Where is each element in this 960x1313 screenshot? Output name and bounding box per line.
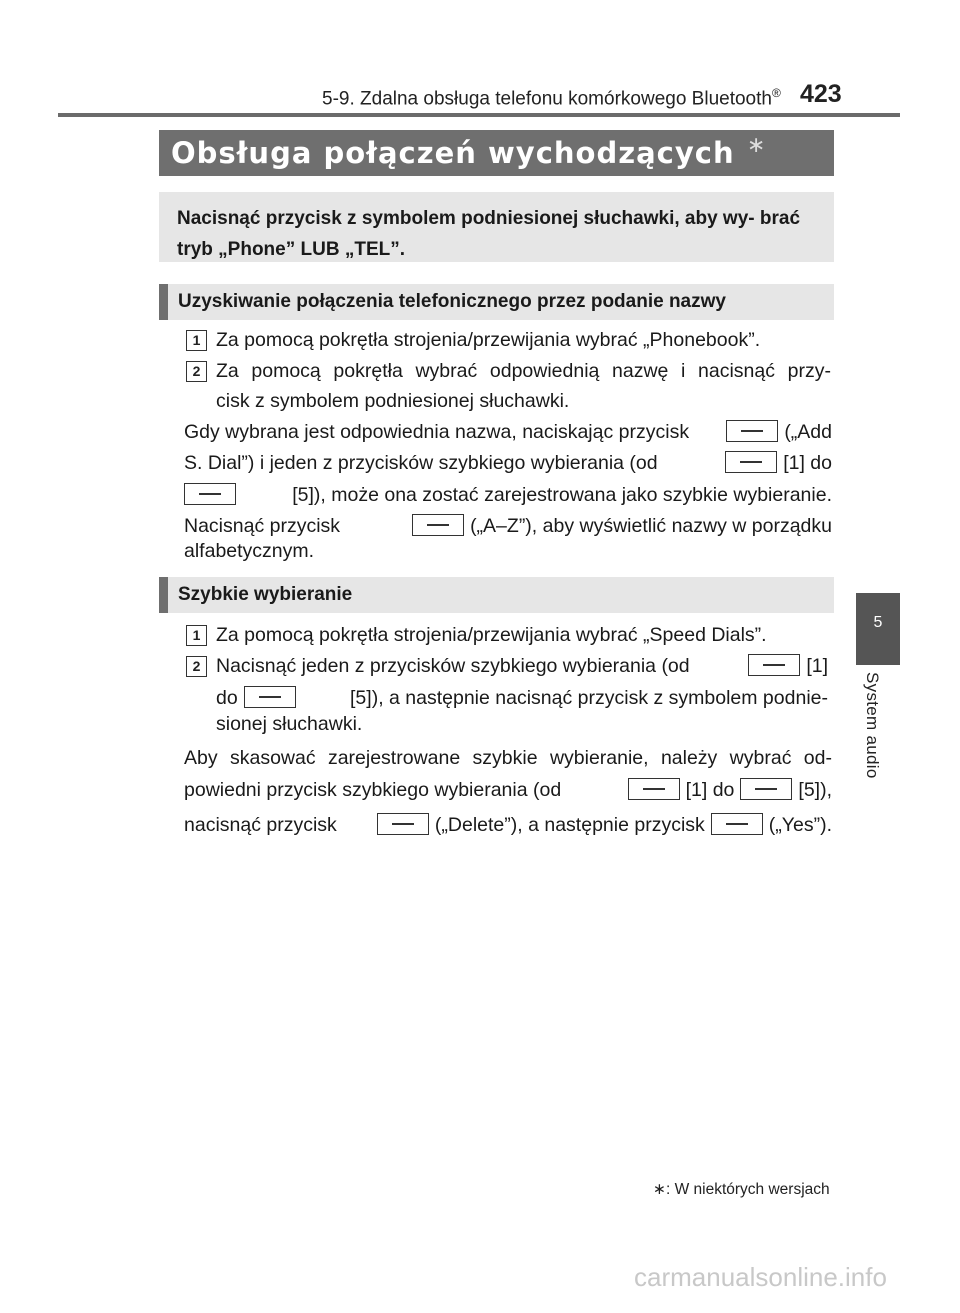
step-number-badge: 1 [186,330,207,351]
side-tab-label: System audio [863,672,882,779]
speed-dial-1-button-icon [628,778,680,800]
step-text-continued: do [5]), a następnie nacisnąć przycisk z symbolem podnie- [216,687,828,709]
watermark: carmanualsonline.info [634,1262,887,1292]
section-title-bar [159,130,834,176]
subheading-label: Uzyskiwanie połączenia telefonicznego przez podanie nazwy [178,291,726,312]
note-line: nacisnąć przycisk („Delete”), a następnie przycisk („Yes”). [184,814,832,836]
intro-text: Nacisnąć przycisk z symbolem podniesionej słuchawki, aby wy- brać tryb „Phone” LUB „TEL”. [177,208,801,260]
speed-dial-5-button-icon [184,483,236,505]
speed-dial-1-button-icon [725,451,777,473]
page-number: 423 [800,80,842,108]
note-line: powiedni przycisk szybkiego wybierania (od [1] do [5]), [184,779,832,801]
footnote: ∗: W niektórych wersjach [653,1181,830,1198]
header-rule [58,113,900,117]
step-text: Za pomocą pokrętła wybrać odpowiednią nazwę i nacisnąć przy- [216,360,831,382]
note-line: Aby skasować zarejestrowane szybkie wybieranie, należy wybrać od- [184,747,832,769]
section-title: Obsługa połączeń wychodzących [171,136,735,170]
asterisk-icon: ∗ [747,133,767,158]
subheading-label: Szybkie wybieranie [178,584,353,605]
speed-dial-1-button-icon [748,654,800,676]
note-line: Gdy wybrana jest odpowiednia nazwa, naciskając przycisk („Add [184,421,832,443]
delete-button-icon [377,813,429,835]
step-text: Nacisnąć jeden z przycisków szybkiego wybierania (od [1] [216,655,828,677]
a-z-button-icon [412,514,464,536]
step-number-badge: 2 [186,361,207,382]
intro-box [159,192,834,262]
step-text-continued: sionej słuchawki. [216,713,363,735]
step-text: Za pomocą pokrętła strojenia/przewijania wybrać „Phonebook”. [216,329,761,351]
note-line: S. Dial”) i jeden z przycisków szybkiego wybierania (od [1] do [184,452,832,474]
step-number-badge: 2 [186,656,207,677]
step-text-continued: cisk z symbolem podniesionej słuchawki. [216,390,570,412]
subheading-call-by-name [159,284,834,320]
registered-mark: ® [771,86,781,100]
speed-dial-5-button-icon [244,686,296,708]
step-number-badge: 1 [186,625,207,646]
note-line: alfabetycznym. [184,540,315,562]
note-line: Nacisnąć przycisk („A–Z”), aby wyświetlić nazwy w porządku [184,515,832,537]
add-speed-dial-button-icon [726,420,778,442]
note-line: [5]), może ona zostać zarejestrowana jako szybkie wybieranie. [184,483,832,507]
subheading-speed-dial [159,577,834,613]
side-tab-number: 5 [873,614,883,631]
chapter-title: 5-9. Zdalna obsługa telefonu komórkowego Bluetooth [322,88,772,110]
yes-button-icon [711,813,763,835]
speed-dial-5-button-icon [740,778,792,800]
chapter-header [322,86,781,110]
step-text: Za pomocą pokrętła strojenia/przewijania wybrać „Speed Dials”. [216,624,767,646]
